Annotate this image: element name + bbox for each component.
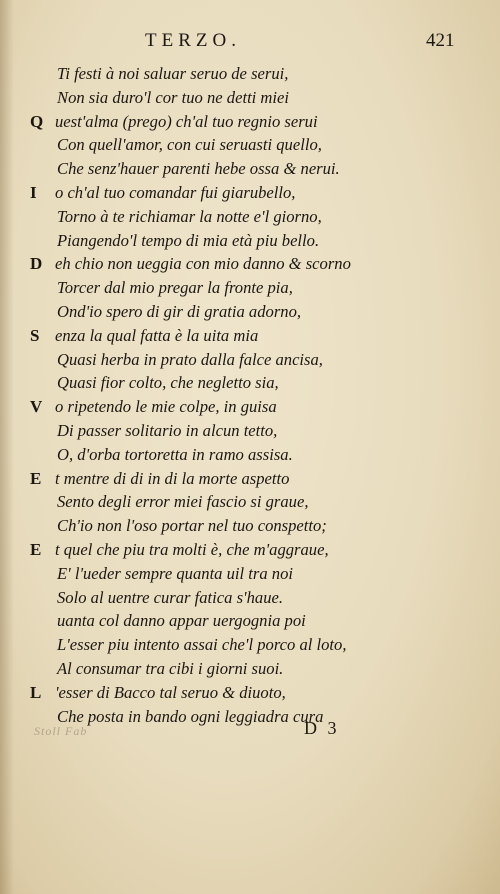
verse-line	[30, 681, 360, 705]
verse-line	[30, 86, 360, 110]
verse-line	[30, 633, 360, 657]
verse-text: Torno à te richiamar la notte e'l giorno,	[57, 206, 322, 226]
verse-line	[30, 157, 360, 181]
verse-text: Torcer dal mio pregar la fronte pia,	[57, 278, 293, 298]
verse-line	[30, 586, 360, 610]
verse-text: Piangendo'l tempo di mia età piu bello.	[57, 230, 320, 250]
verse-text: Ch'io non l'oso portar nel tuo conspetto;	[57, 516, 327, 536]
verse-text: Con quell'amor, con cui seruasti quello,	[57, 135, 322, 155]
stanza-initial: I	[30, 182, 37, 202]
verse-line	[30, 276, 360, 300]
bleed-through-text: Stoll Fab	[34, 724, 88, 738]
verse-block	[30, 62, 360, 728]
verse-line	[30, 252, 360, 276]
verse-text: E' l'ueder sempre quanta uil tra noi	[57, 563, 294, 583]
verse-line	[30, 348, 360, 372]
verse-text: Ond'io spero di gir di gratia adorno,	[57, 301, 302, 321]
verse-text: t mentre di di in di la morte aspetto	[55, 468, 290, 488]
running-head: TERZO.	[145, 30, 241, 51]
verse-text: Ti festi à noi saluar seruo de serui,	[57, 64, 289, 83]
stanza-initial: E	[30, 468, 42, 488]
stanza-initial: S	[30, 325, 40, 345]
verse-text: uanta col danno appar uergognia poi	[57, 611, 306, 631]
verse-line	[30, 205, 360, 229]
verse-line	[30, 490, 360, 514]
stanza-initial: E	[30, 539, 42, 559]
verse-text: Quasi fior colto, che negletto sia,	[57, 373, 279, 393]
verse-line	[30, 609, 360, 633]
verse-text: L'esser piu intento assai che'l porco al loto,	[57, 635, 347, 655]
verse-text: o ch'al tuo comandar fui giarubello,	[55, 182, 296, 202]
verse-text: O, d'orba tortoretta in ramo assisa.	[57, 444, 293, 464]
verse-line	[30, 133, 360, 157]
verse-line	[30, 538, 360, 562]
verse-text: enza la qual fatta è la uita mia	[55, 325, 259, 345]
verse-text: Sento degli error miei fascio si graue,	[57, 492, 309, 512]
verse-text: Che senz'hauer parenti hebe ossa & nerui.	[57, 159, 340, 179]
verse-line	[30, 657, 360, 681]
verse-text: Solo al uentre curar fatica s'haue.	[57, 587, 284, 607]
verse-text: Al consumar tra cibi i giorni suoi.	[57, 658, 284, 678]
verse-line	[30, 443, 360, 467]
signature-mark: D 3	[304, 718, 340, 738]
verse-text: Quasi herba in prato dalla falce ancisa,	[57, 349, 323, 369]
verse-line	[30, 324, 360, 348]
verse-text: uest'alma (prego) ch'al tuo regnio serui	[55, 111, 318, 131]
verse-text: Non sia duro'l cor tuo ne detti miei	[57, 87, 290, 107]
verse-text: 'esser di Bacco tal seruo & diuoto,	[55, 682, 286, 702]
verse-text: o ripetendo le mie colpe, in guisa	[55, 397, 277, 417]
verse-line	[30, 395, 360, 419]
verse-text: eh chio non ueggia con mio danno & scorno	[55, 254, 351, 274]
verse-line	[30, 419, 360, 443]
verse-line	[30, 300, 360, 324]
verse-line	[30, 467, 360, 491]
verse-text: t quel che piu tra molti è, che m'aggraue,	[55, 539, 329, 559]
verse-line	[30, 229, 360, 253]
verse-line	[30, 371, 360, 395]
gutter-shadow	[0, 0, 14, 894]
verse-line	[30, 110, 360, 134]
verse-line	[30, 62, 360, 86]
stanza-initial: Q	[30, 111, 44, 131]
verse-line	[30, 181, 360, 205]
stanza-initial: L	[30, 682, 42, 702]
stanza-initial: V	[30, 397, 43, 417]
verse-line	[30, 514, 360, 538]
verse-text: Di passer solitario in alcun tetto,	[57, 420, 278, 440]
verse-line	[30, 562, 360, 586]
verse-text: Che posta in bando ogni leggiadra cura	[57, 706, 324, 726]
page-number: 421	[426, 30, 455, 51]
stanza-initial: D	[30, 254, 43, 274]
